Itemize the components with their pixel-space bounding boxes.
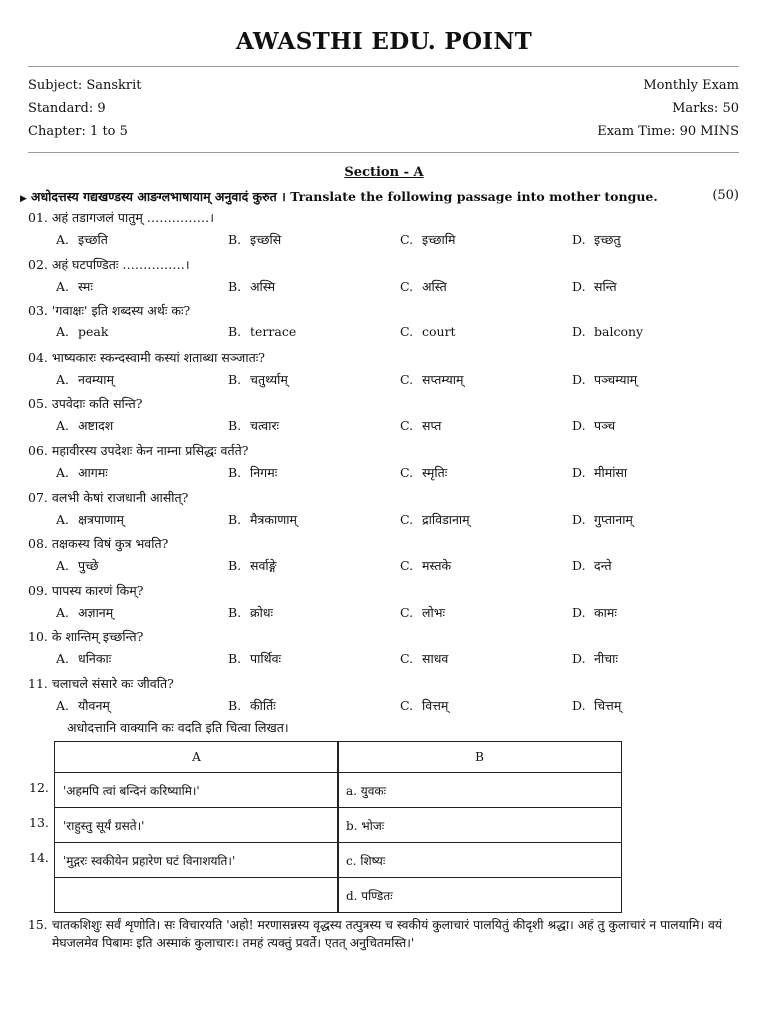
option-b: [228, 557, 277, 574]
instruction-text: अधोदत्तस्य गद्यखण्डस्य आङग्लभाषायाम् अनुवादं कुरुत । Translate the following passage into mother tongue.: [30, 189, 658, 204]
question-text: चलाचले संसारे कः जीवति?: [51, 676, 174, 691]
question-text: उपवेदाः कति सन्ति?: [51, 396, 143, 411]
option-text: इच्छति: [78, 232, 108, 247]
option-letter: A.: [56, 558, 70, 573]
chapter-label: Chapter: 1 to 5: [28, 124, 128, 139]
question-text: चातकशिशुः सर्वं शृणोति। सः विचारयति 'अहो! मरणासन्नस्य वृद्धस्य तत्पुत्रस्य च स्वकीयं कुलाचारं पालयितुं कीदृशी श्रद्धा। अहं तु कुलाचारं न पालयामि। वयं मेघजलमेव पिबामः इति अस्माकं कुलाचारः। तमहं त्यक्तुं प्रवर्ते। एतत् अनुचितमस्ति।': [52, 918, 723, 950]
question-text: तक्षकस्य विषं कुत्र भवति?: [51, 536, 169, 551]
option-a: [56, 604, 113, 621]
option-letter: B.: [228, 651, 242, 666]
option-d: [572, 278, 617, 295]
match-cell-a: 'अहमपि त्वां बन्दिनं करिष्यामि।': [54, 772, 339, 808]
option-text: पुच्छे: [78, 558, 99, 573]
question-15: [28, 916, 746, 952]
match-cell-b: d. पण्डितः: [337, 877, 622, 913]
question-8: 08. तक्षकस्य विषं कुत्र भवति?: [28, 536, 169, 551]
option-letter: B.: [228, 512, 242, 527]
option-text: साधव: [422, 651, 449, 666]
match-cell-b: b. भोजः: [337, 807, 622, 843]
option-text: नवम्याम्: [78, 372, 114, 387]
option-c: [400, 464, 447, 481]
exam-time-label: Exam Time: 90 MINS: [597, 124, 739, 139]
option-letter: C.: [400, 324, 414, 339]
option-letter: B.: [228, 465, 242, 480]
option-d: [572, 650, 618, 667]
option-letter: A.: [56, 324, 70, 339]
option-letter: C.: [400, 465, 414, 480]
match-row-number: 13.: [29, 815, 49, 830]
option-letter: C.: [400, 651, 414, 666]
match-cell-a: [54, 877, 339, 913]
match-cell-a: 'मुद्गरः स्वकीयेन प्रहारेण घटं विनाशयति।': [54, 842, 339, 878]
option-text: सर्वाङ्गे: [250, 558, 277, 573]
option-a: [56, 231, 108, 248]
option-c: [400, 278, 447, 295]
option-text: लोभः: [422, 605, 446, 620]
option-b: [228, 278, 275, 295]
question-text: पापस्य कारणं किम्?: [51, 583, 144, 598]
option-text: चतुर्थ्याम्: [250, 372, 288, 387]
option-letter: C.: [400, 558, 414, 573]
option-a: [56, 371, 114, 388]
option-letter: C.: [400, 372, 414, 387]
option-d: [572, 464, 627, 481]
meta-divider: [28, 152, 739, 153]
option-text: वित्तम्: [422, 698, 449, 713]
option-letter: B.: [228, 605, 242, 620]
option-letter: D.: [572, 512, 586, 527]
option-letter: D.: [572, 465, 586, 480]
question-1: 01. अहं तडागजलं पातुम् ……………।: [28, 210, 215, 225]
question-7: 07. वलभी केषां राजधानी आसीत्?: [28, 490, 189, 505]
option-letter: A.: [56, 512, 70, 527]
header-divider: [28, 66, 739, 67]
match-header-a: A: [54, 741, 339, 773]
option-letter: D.: [572, 418, 586, 433]
option-letter: A.: [56, 418, 70, 433]
option-text: मस्तके: [422, 558, 452, 573]
option-letter: A.: [56, 605, 70, 620]
subject-label: Subject: Sanskrit: [28, 78, 142, 93]
question-text: भाष्यकारः स्कन्दस्वामी कस्यां शताब्धा सञ्जातः?: [51, 350, 265, 365]
option-letter: C.: [400, 512, 414, 527]
match-cell-a: 'राहुस्तु सूर्यं ग्रसते।': [54, 807, 339, 843]
option-letter: A.: [56, 465, 70, 480]
option-text: सन्ति: [594, 279, 617, 294]
question-2: 02. अहं घटपण्डितः ……………।: [28, 257, 190, 272]
option-c: [400, 324, 456, 339]
question-text: 'गवाक्षः' इति शब्दस्य अर्थः कः?: [51, 303, 191, 318]
option-text: दन्ते: [594, 558, 612, 573]
match-cell-b: c. शिष्यः: [337, 842, 622, 878]
option-text: terrace: [250, 324, 297, 339]
option-b: [228, 604, 273, 621]
option-letter: D.: [572, 324, 586, 339]
standard-label: Standard: 9: [28, 101, 106, 116]
option-text: balcony: [594, 324, 644, 339]
option-text: निगमः: [250, 465, 278, 480]
option-text: peak: [78, 324, 109, 339]
option-letter: B.: [228, 324, 242, 339]
option-text: अस्ति: [422, 279, 447, 294]
option-text: धनिकाः: [78, 651, 112, 666]
option-text: court: [422, 324, 456, 339]
option-b: [228, 697, 276, 714]
option-letter: D.: [572, 232, 586, 247]
exam-type-label: Monthly Exam: [643, 78, 739, 93]
option-text: इच्छामि: [422, 232, 456, 247]
match-cell-b: a. युवकः: [337, 772, 622, 808]
option-letter: A.: [56, 651, 70, 666]
option-text: स्मृतिः: [422, 465, 448, 480]
option-a: [56, 697, 110, 714]
option-d: [572, 511, 633, 528]
section-title: Section - A: [344, 165, 424, 180]
option-text: मीमांसा: [594, 465, 628, 480]
section-marks: (50): [712, 188, 739, 203]
option-text: क्रोधः: [250, 605, 274, 620]
option-letter: A.: [56, 232, 70, 247]
option-letter: D.: [572, 372, 586, 387]
option-c: [400, 604, 445, 621]
option-c: [400, 231, 455, 248]
question-text: के शान्तिम् इच्छन्ति?: [51, 629, 144, 644]
option-c: [400, 511, 470, 528]
option-letter: B.: [228, 372, 242, 387]
question-10: 10. के शान्तिम् इच्छन्ति?: [28, 629, 144, 644]
match-instruction: अधोदत्तानि वाक्यानि कः वदति इति चित्वा लिखत।: [67, 720, 289, 735]
option-a: [56, 557, 98, 574]
option-c: [400, 371, 463, 388]
option-b: [228, 231, 281, 248]
option-text: आगमः: [78, 465, 108, 480]
marks-label: Marks: 50: [672, 101, 739, 116]
exam-title: AWASTHI EDU. POINT: [235, 28, 533, 55]
question-4: 04. भाष्यकारः स्कन्दस्वामी कस्यां शताब्धा सञ्जातः?: [28, 350, 265, 365]
option-text: मैत्रकाणाम्: [250, 512, 297, 527]
option-a: [56, 417, 113, 434]
option-letter: C.: [400, 698, 414, 713]
option-letter: A.: [56, 372, 70, 387]
option-b: [228, 417, 279, 434]
option-d: [572, 417, 615, 434]
option-letter: D.: [572, 558, 586, 573]
option-letter: C.: [400, 418, 414, 433]
option-text: इच्छतु: [594, 232, 621, 247]
option-b: [228, 511, 297, 528]
option-text: सप्तम्याम्: [422, 372, 464, 387]
option-a: [56, 278, 93, 295]
option-letter: B.: [228, 418, 242, 433]
option-b: [228, 464, 277, 481]
option-text: कीर्तिः: [250, 698, 276, 713]
option-c: [400, 417, 441, 434]
option-letter: A.: [56, 279, 70, 294]
option-letter: B.: [228, 558, 242, 573]
option-text: नीचाः: [594, 651, 618, 666]
option-b: [228, 650, 281, 667]
option-letter: D.: [572, 651, 586, 666]
question-text: अहं घटपण्डितः ……………।: [51, 257, 190, 272]
option-d: [572, 557, 612, 574]
option-letter: A.: [56, 698, 70, 713]
question-5: 05. उपवेदाः कति सन्ति?: [28, 396, 143, 411]
option-b: [228, 324, 296, 339]
option-a: [56, 464, 108, 481]
question-text: महावीरस्य उपदेशः केन नाम्ना प्रसिद्धः वर्तते?: [51, 443, 249, 458]
option-a: [56, 324, 108, 339]
option-text: पार्थिवः: [250, 651, 282, 666]
option-text: अज्ञानम्: [78, 605, 114, 620]
section-instruction: [20, 188, 740, 205]
match-row-number: 14.: [29, 850, 49, 865]
option-text: पञ्चम्याम्: [594, 372, 638, 387]
option-c: [400, 650, 448, 667]
option-d: [572, 324, 643, 339]
question-11: 11. चलाचले संसारे कः जीवति?: [28, 676, 174, 691]
option-a: [56, 511, 124, 528]
triangle-bullet-icon: ▶: [20, 194, 27, 204]
option-b: [228, 371, 288, 388]
option-c: [400, 557, 451, 574]
question-text: वलभी केषां राजधानी आसीत्?: [51, 490, 189, 505]
option-d: [572, 604, 617, 621]
option-text: यौवनम्: [78, 698, 110, 713]
option-d: [572, 371, 637, 388]
option-letter: C.: [400, 232, 414, 247]
option-letter: D.: [572, 698, 586, 713]
option-text: कामः: [594, 605, 617, 620]
option-c: [400, 697, 448, 714]
option-text: इच्छसि: [250, 232, 282, 247]
option-d: [572, 231, 621, 248]
option-text: अस्मि: [250, 279, 276, 294]
question-9: 09. पापस्य कारणं किम्?: [28, 583, 144, 598]
question-6: 06. महावीरस्य उपदेशः केन नाम्ना प्रसिद्धः वर्तते?: [28, 443, 249, 458]
option-d: [572, 697, 621, 714]
option-text: गुप्तानाम्: [594, 512, 633, 527]
option-a: [56, 650, 111, 667]
question-3: 03. 'गवाक्षः' इति शब्दस्य अर्थः कः?: [28, 303, 191, 318]
option-text: क्षत्रपाणाम्: [78, 512, 124, 527]
option-text: द्राविडानाम्: [422, 512, 470, 527]
match-header-b: B: [337, 741, 622, 773]
option-letter: B.: [228, 279, 242, 294]
option-letter: C.: [400, 605, 414, 620]
option-letter: D.: [572, 605, 586, 620]
option-text: सप्त: [422, 418, 442, 433]
option-text: अष्टादश: [78, 418, 114, 433]
option-text: चत्वारः: [250, 418, 280, 433]
option-text: चित्तम्: [594, 698, 622, 713]
option-letter: B.: [228, 698, 242, 713]
option-letter: D.: [572, 279, 586, 294]
question-text: अहं तडागजलं पातुम् ……………।: [51, 210, 215, 225]
match-row-number: 12.: [29, 780, 49, 795]
option-letter: B.: [228, 232, 242, 247]
option-text: पञ्च: [594, 418, 616, 433]
option-text: स्मः: [78, 279, 93, 294]
option-letter: C.: [400, 279, 414, 294]
question-number: 15.: [28, 918, 48, 932]
